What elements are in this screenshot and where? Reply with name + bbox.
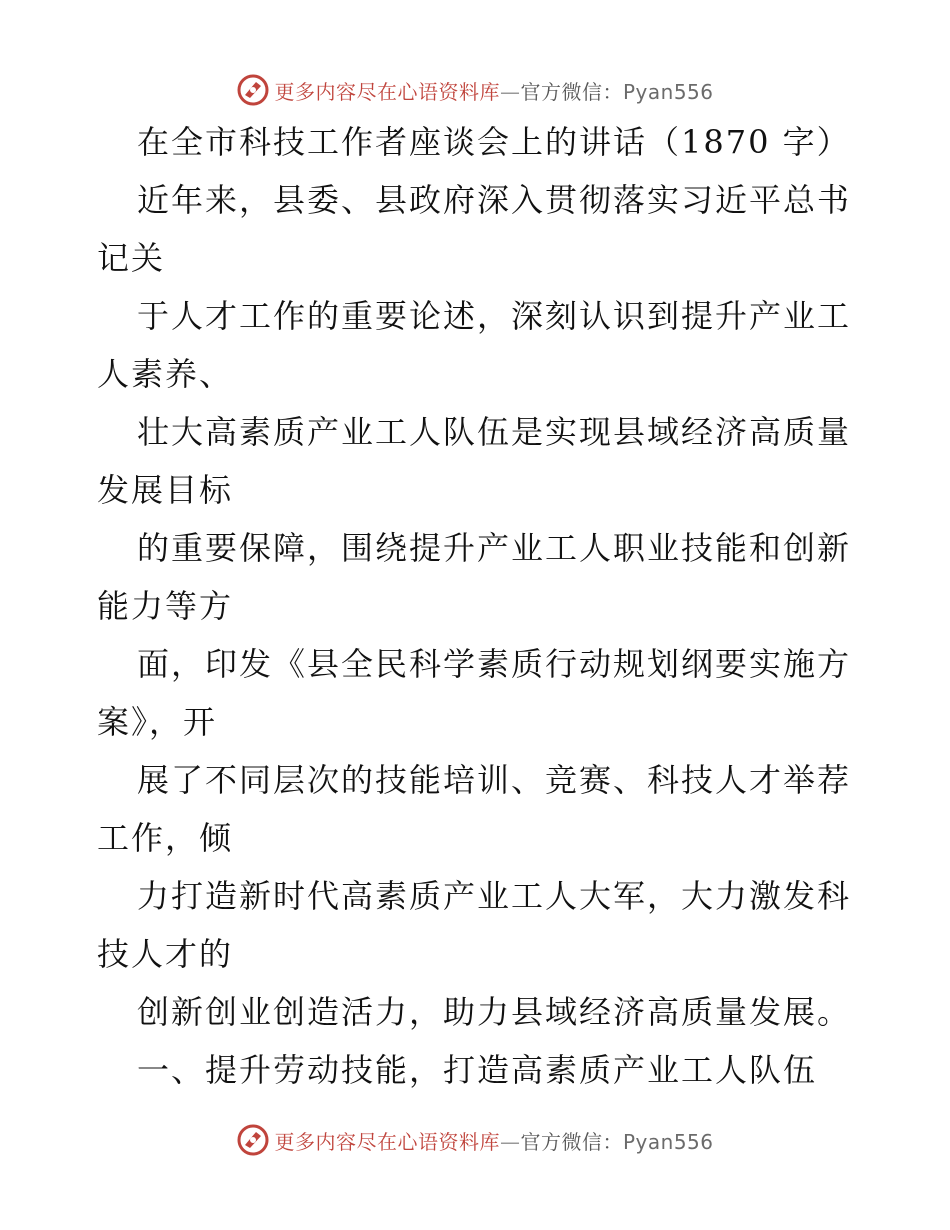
text-line: 壮大高素质产业工人队伍是实现县域经济高质量 (137, 413, 852, 451)
text-line: 展了不同层次的技能培训、竞赛、科技人才举荐 (137, 761, 852, 799)
text-line: 近年来，县委、县政府深入贯彻落实习近平总书 (137, 181, 852, 219)
text-line: 的重要保障，围绕提升产业工人职业技能和创新 (137, 529, 852, 567)
header-banner (0, 70, 950, 110)
text-line: 发展目标 (97, 471, 234, 509)
text-line: 创新创业创造活力，助力县域经济高质量发展。 (137, 993, 852, 1031)
text-line: 人素养、 (97, 355, 234, 393)
text-line: 技人才的 (97, 935, 234, 973)
text-line: 记关 (97, 239, 166, 277)
document-title: 在全市科技工作者座谈会上的讲话（1870 字） (137, 123, 851, 161)
section-heading: 一、提升劳动技能，打造高素质产业工人队伍 (137, 1051, 818, 1089)
logo-icon (236, 1123, 270, 1157)
footer-banner (0, 1120, 950, 1160)
text-line: 力打造新时代高素质产业工人大军，大力激发科 (137, 877, 852, 915)
text-line: 于人才工作的重要论述，深刻认识到提升产业工 (137, 297, 852, 335)
text-line: 面，印发《县全民科学素质行动规划纲要实施方 (137, 645, 852, 683)
text-line: 工作，倾 (97, 819, 234, 857)
text-line: 案》，开 (97, 703, 218, 741)
banner-text: 更多内容尽在心语资料库—官方微信：Pyan556 (274, 79, 714, 104)
banner-text: 更多内容尽在心语资料库—官方微信：Pyan556 (274, 1129, 714, 1154)
text-line: 能力等方 (97, 587, 234, 625)
logo-icon (236, 73, 270, 107)
